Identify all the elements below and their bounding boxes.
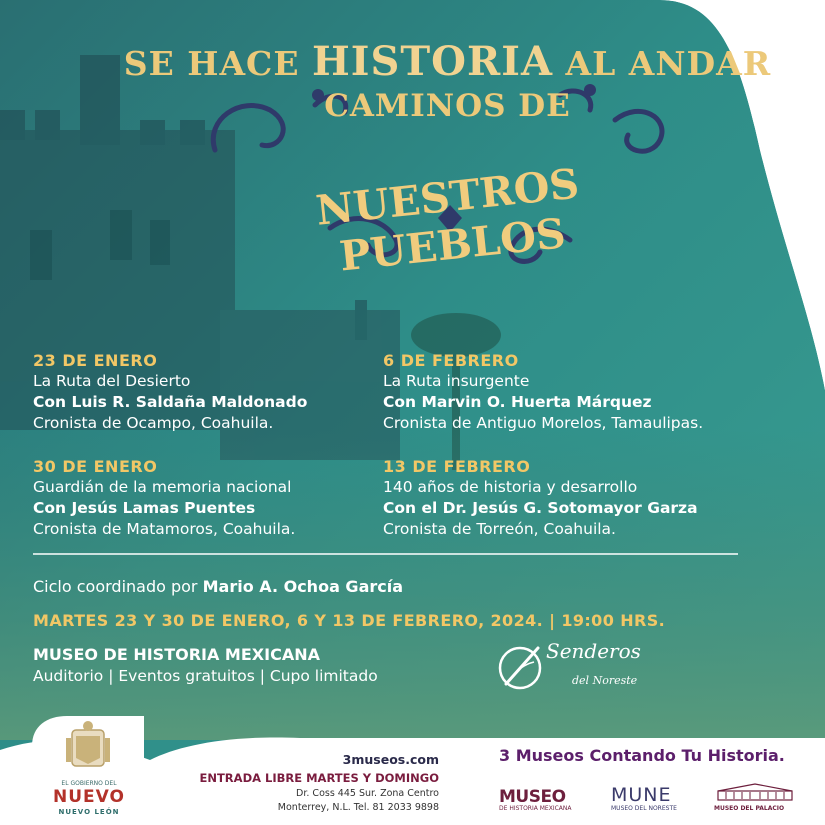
event-role: Cronista de Torreón, Coahuila. [383, 520, 616, 538]
palacio-subtitle: MUSEO DEL PALACIO [714, 805, 785, 812]
museo-historia-subtitle: DE HISTORIA MEXICANA [499, 805, 572, 812]
title-word-2: AL ANDAR [565, 44, 772, 83]
website[interactable]: 3museos.com [342, 752, 439, 767]
event-date: 13 DE FEBRERO [383, 457, 531, 476]
event-speaker: Con el Dr. Jesús G. Sotomayor Garza [383, 499, 698, 517]
mune-logo: MUNE [611, 784, 672, 806]
event-date: 6 DE FEBRERO [383, 351, 519, 370]
event-role: Cronista de Matamoros, Coahuila. [33, 520, 296, 538]
title-highlight: HISTORIA [311, 38, 553, 85]
event-role: Cronista de Antiguo Morelos, Tamaulipas. [383, 414, 704, 432]
coordinator-line [33, 577, 403, 596]
event-speaker: Con Luis R. Saldaña Maldonado [33, 393, 308, 411]
mune-subtitle: MUSEO DEL NORESTE [611, 805, 677, 812]
title-line-3: NUESTROS PUEBLOS [313, 159, 582, 281]
government-name: NUEVO [53, 787, 125, 807]
title-line-1 [0, 38, 825, 85]
event-role: Cronista de Ocampo, Coahuila. [33, 414, 274, 432]
event-date: 23 DE ENERO [33, 351, 158, 370]
event-topic: La Ruta insurgente [383, 372, 530, 390]
event-topic: 140 años de historia y desarrollo [383, 478, 638, 496]
event-item [383, 350, 703, 434]
event-item [33, 456, 295, 540]
event-topic: Guardián de la memoria nacional [33, 478, 292, 496]
museum-info: Auditorio | Eventos gratuitos | Cupo limitado [33, 667, 378, 685]
address-line-2: Monterrey, N.L. Tel. 81 2033 9898 [277, 802, 439, 813]
event-topic: La Ruta del Desierto [33, 372, 191, 390]
museum-name: MUSEO DE HISTORIA MEXICANA [33, 645, 320, 664]
event-date: 30 DE ENERO [33, 457, 158, 476]
event-item [383, 456, 698, 540]
divider [33, 553, 738, 555]
coordinator-name: Mario A. Ochoa García [202, 577, 404, 596]
senderos-name: Senderos [546, 639, 641, 663]
event-speaker: Con Marvin O. Huerta Márquez [383, 393, 652, 411]
government-label: EL GOBIERNO DEL [61, 780, 117, 787]
museo-historia-logo: MUSEO [499, 787, 566, 807]
title-line-2: CAMINOS DE [324, 88, 571, 124]
senderos-subtitle: del Noreste [572, 674, 638, 687]
title-word-1: SE HACE [123, 44, 300, 83]
tagline: 3 Museos Contando Tu Historia. [499, 746, 785, 765]
event-speaker: Con Jesús Lamas Puentes [33, 499, 256, 517]
schedule: MARTES 23 Y 30 DE ENERO, 6 Y 13 DE FEBRERO, 2024. | 19:00 HRS. [33, 611, 666, 630]
event-item [33, 350, 307, 434]
palacio-building-icon [716, 783, 794, 801]
coordinator-label: Ciclo coordinado por [33, 577, 198, 596]
address-line-1: Dr. Coss 445 Sur. Zona Centro [296, 788, 439, 799]
government-state: NUEVO LEÓN [58, 808, 120, 816]
free-entry-note: ENTRADA LIBRE MARTES Y DOMINGO [199, 771, 439, 785]
